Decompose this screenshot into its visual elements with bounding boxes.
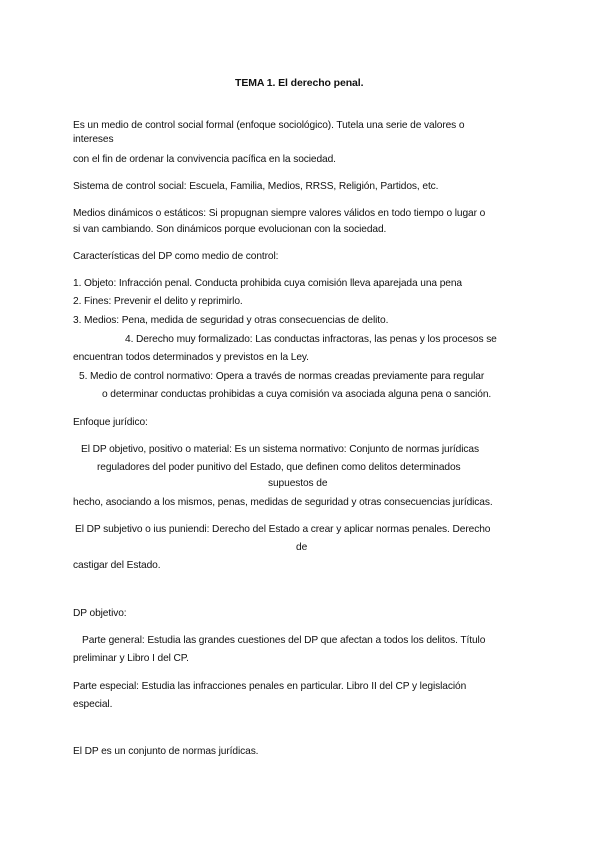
dp-objetivo-def-line-2: reguladores del poder punitivo del Estado, que definen como delitos determinados — [97, 462, 461, 473]
caracteristicas-item-1: 1. Objeto: Infracción penal. Conducta prohibida cuya comisión lleva aparejada una pena — [73, 278, 462, 289]
dp-subjetivo-line-2: de — [296, 542, 308, 553]
caracteristicas-item-5-line-1: 5. Medio de control normativo: Opera a través de normas creadas previamente para regular — [79, 371, 485, 382]
intro-line-3: con el fin de ordenar la convivencia pacífica en la sociedad. — [73, 154, 336, 165]
dp-objetivo-def-line-3: supuestos de — [268, 478, 328, 489]
dp-subjetivo-line-1: El DP subjetivo o ius puniendi: Derecho del Estado a crear y aplicar normas penales. Derecho — [75, 524, 491, 535]
dp-objetivo-heading: DP objetivo: — [73, 608, 127, 619]
enfoque-heading: Enfoque jurídico: — [73, 417, 148, 428]
page-title: TEMA 1. El derecho penal. — [235, 77, 364, 89]
intro-line-1: Es un medio de control social formal (enfoque sociológico). Tutela una serie de valores o — [73, 120, 465, 131]
caracteristicas-heading: Características del DP como medio de control: — [73, 251, 279, 262]
parte-general-line-2: preliminar y Libro I del CP. — [73, 653, 189, 664]
intro-line-2: intereses — [73, 134, 114, 145]
conclusion-line: El DP es un conjunto de normas jurídicas. — [73, 746, 259, 757]
caracteristicas-item-3: 3. Medios: Pena, medida de seguridad y otras consecuencias de delito. — [73, 315, 389, 326]
parte-especial-line-1: Parte especial: Estudia las infracciones penales en particular. Libro II del CP y legislación — [73, 681, 467, 692]
dp-objetivo-def-line-4: hecho, asociando a los mismos, penas, medidas de seguridad y otras consecuencias jurídicas. — [73, 497, 493, 508]
medios-line-2: si van cambiando. Son dinámicos porque evolucionan con la sociedad. — [73, 224, 387, 235]
dp-objetivo-def-line-1: El DP objetivo, positivo o material: Es un sistema normativo: Conjunto de normas jurídicas — [81, 444, 479, 455]
caracteristicas-item-2: 2. Fines: Prevenir el delito y reprimirlo. — [73, 296, 243, 307]
caracteristicas-item-5-line-2: o determinar conductas prohibidas a cuya comisión va asociada alguna pena o sanción. — [102, 389, 492, 400]
parte-especial-line-2: especial. — [73, 699, 113, 710]
medios-line-1: Medios dinámicos o estáticos: Si propugnan siempre valores válidos en todo tiempo o lugar o — [73, 208, 486, 219]
caracteristicas-item-4-line-1: 4. Derecho muy formalizado: Las conductas infractoras, las penas y los procesos se — [125, 334, 497, 345]
parte-general-line-1: Parte general: Estudia las grandes cuestiones del DP que afectan a todos los delitos. Título — [82, 635, 486, 646]
caracteristicas-item-4-line-2: encuentran todos determinados y previstos en la Ley. — [73, 352, 309, 363]
dp-subjetivo-line-3: castigar del Estado. — [73, 560, 161, 571]
control-social-line: Sistema de control social: Escuela, Familia, Medios, RRSS, Religión, Partidos, etc. — [73, 181, 439, 192]
